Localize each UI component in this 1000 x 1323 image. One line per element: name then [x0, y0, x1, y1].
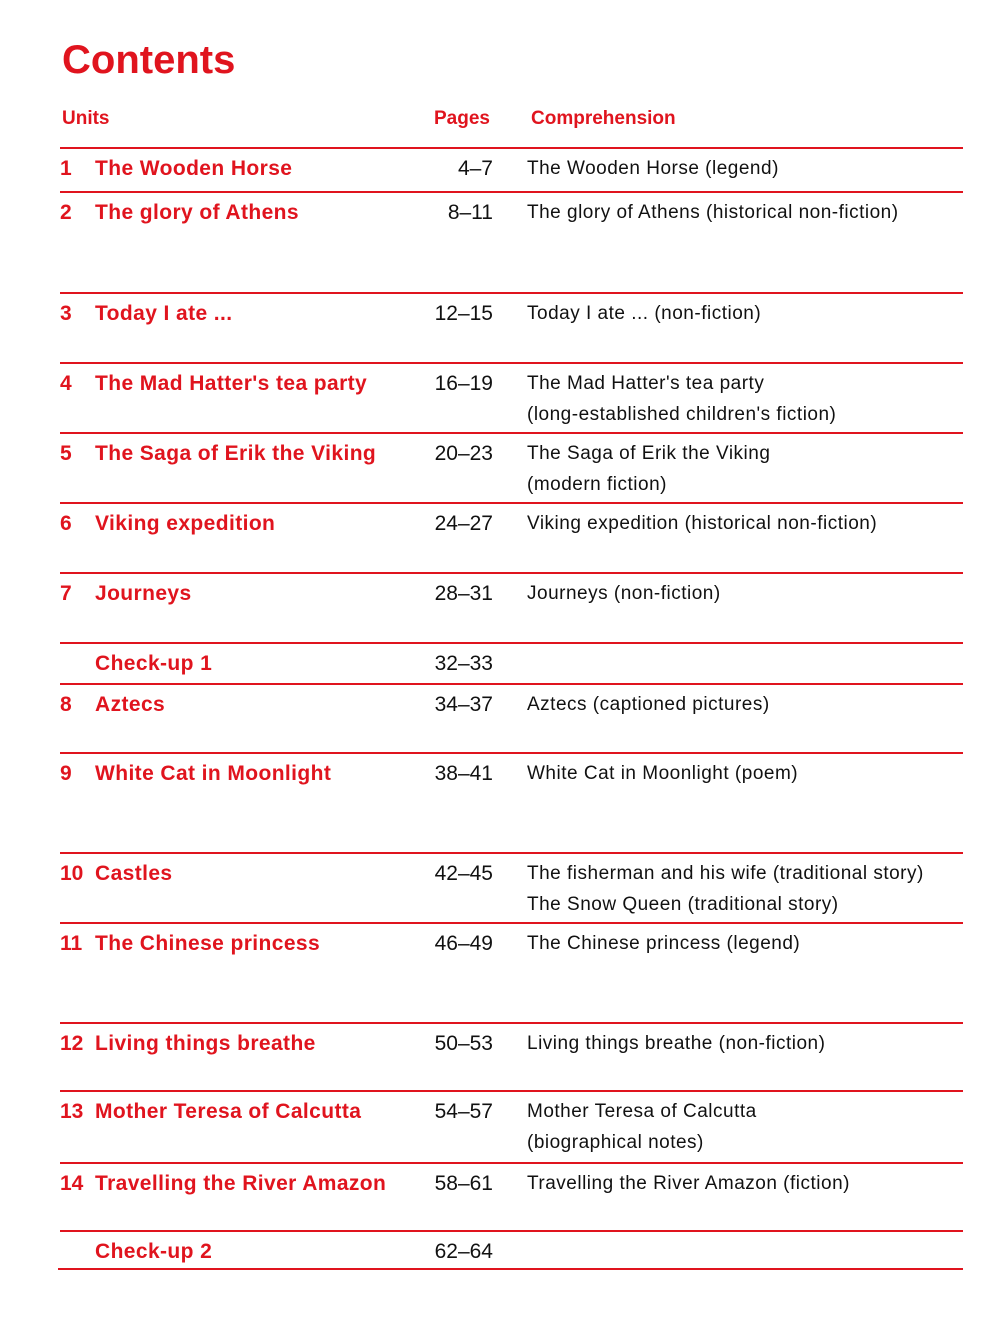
comprehension-line: The Wooden Horse (legend)	[527, 158, 779, 179]
unit-pages: 28–31	[434, 582, 493, 605]
unit-pages: 20–23	[434, 442, 493, 465]
unit-title: Journeys	[95, 582, 192, 605]
unit-title: Living things breathe	[95, 1032, 316, 1055]
unit-title: The Saga of Erik the Viking	[95, 442, 377, 465]
contents-row	[60, 1090, 963, 1162]
comprehension-line: The glory of Athens (historical non-fiction)	[527, 202, 899, 223]
contents-row	[60, 432, 963, 502]
unit-number: 2	[60, 201, 72, 224]
unit-pages: 62–64	[434, 1240, 493, 1263]
comprehension-text	[527, 197, 899, 228]
unit-pages: 46–49	[434, 932, 493, 955]
contents-row	[60, 191, 963, 292]
unit-pages: 58–61	[434, 1172, 493, 1195]
unit-pages: 16–19	[434, 372, 493, 395]
unit-number: 14	[60, 1172, 84, 1195]
unit-pages: 38–41	[434, 762, 493, 785]
comprehension-line: The Saga of Erik the Viking	[527, 443, 771, 464]
contents-row	[60, 922, 963, 1022]
unit-number: 8	[60, 693, 72, 716]
comprehension-text	[527, 689, 770, 720]
page-title: Contents	[62, 38, 236, 82]
unit-pages: 32–33	[434, 652, 493, 675]
unit-number: 5	[60, 442, 72, 465]
comprehension-text	[527, 438, 770, 500]
comprehension-text	[527, 858, 924, 920]
unit-title: Castles	[95, 862, 173, 885]
unit-title: White Cat in Moonlight	[95, 762, 332, 785]
unit-number: 9	[60, 762, 72, 785]
comprehension-line: Today I ate ... (non-fiction)	[527, 303, 762, 324]
comprehension-line: (long-established children's fiction)	[527, 404, 837, 425]
comprehension-text	[527, 1028, 825, 1059]
units-header: Units	[62, 108, 110, 129]
comprehension-text	[527, 758, 798, 789]
comprehension-text	[527, 1168, 850, 1199]
unit-pages: 4–7	[457, 157, 493, 180]
unit-number: 6	[60, 512, 72, 535]
unit-title: Check-up 2	[95, 1240, 213, 1263]
contents-row	[60, 362, 963, 432]
contents-row	[60, 1230, 963, 1268]
contents-row	[60, 572, 963, 642]
comprehension-line: The Mad Hatter's tea party	[527, 373, 765, 394]
unit-pages: 24–27	[434, 512, 493, 535]
unit-number: 4	[60, 372, 72, 395]
contents-row	[60, 642, 963, 683]
contents-row	[60, 852, 963, 922]
unit-pages: 50–53	[434, 1032, 493, 1055]
comprehension-line: White Cat in Moonlight (poem)	[527, 763, 799, 784]
contents-row	[60, 1022, 963, 1090]
comprehension-line: (biographical notes)	[527, 1132, 704, 1153]
comprehension-line: The Snow Queen (traditional story)	[527, 894, 839, 915]
unit-title: The Chinese princess	[95, 932, 321, 955]
comprehension-line: (modern fiction)	[527, 474, 667, 495]
unit-title: Today I ate ...	[95, 302, 233, 325]
unit-title: Viking expedition	[95, 512, 276, 535]
unit-number: 3	[60, 302, 72, 325]
contents-row	[60, 752, 963, 852]
unit-title: Aztecs	[95, 693, 166, 716]
unit-title: Travelling the River Amazon	[95, 1172, 387, 1195]
comprehension-line: Travelling the River Amazon (fiction)	[527, 1173, 850, 1194]
comprehension-text	[527, 153, 779, 184]
unit-pages: 54–57	[434, 1100, 493, 1123]
comprehension-line: Living things breathe (non-fiction)	[527, 1033, 826, 1054]
comprehension-text	[527, 368, 836, 430]
comprehension-line: The Chinese princess (legend)	[527, 933, 801, 954]
comprehension-text	[527, 928, 800, 959]
comprehension-header: Comprehension	[531, 108, 676, 129]
pages-header: Pages	[434, 108, 490, 129]
unit-title: The glory of Athens	[95, 201, 299, 224]
unit-pages: 12–15	[434, 302, 493, 325]
comprehension-line: Aztecs (captioned pictures)	[527, 694, 770, 715]
comprehension-text	[527, 1096, 757, 1158]
comprehension-text	[527, 578, 721, 609]
comprehension-text	[527, 508, 877, 539]
comprehension-line: Viking expedition (historical non-fiction)	[527, 513, 878, 534]
unit-number: 13	[60, 1100, 84, 1123]
contents-row	[60, 147, 963, 191]
unit-title: The Wooden Horse	[95, 157, 293, 180]
unit-number: 1	[60, 157, 72, 180]
comprehension-text	[527, 298, 761, 329]
comprehension-line: Journeys (non-fiction)	[527, 583, 721, 604]
contents-row	[60, 683, 963, 752]
unit-number: 12	[60, 1032, 84, 1055]
unit-number: 10	[60, 862, 84, 885]
unit-pages: 8–11	[447, 201, 493, 224]
unit-title: Check-up 1	[95, 652, 213, 675]
contents-row	[60, 292, 963, 362]
comprehension-line: The fisherman and his wife (traditional story)	[527, 863, 924, 884]
divider	[58, 1268, 963, 1270]
unit-title: The Mad Hatter's tea party	[95, 372, 368, 395]
comprehension-line: Mother Teresa of Calcutta	[527, 1101, 757, 1122]
unit-number: 7	[60, 582, 72, 605]
unit-pages: 42–45	[434, 862, 493, 885]
contents-row	[60, 502, 963, 572]
contents-row	[60, 1162, 963, 1230]
unit-title: Mother Teresa of Calcutta	[95, 1100, 362, 1123]
unit-number: 11	[60, 932, 83, 955]
unit-pages: 34–37	[434, 693, 493, 716]
